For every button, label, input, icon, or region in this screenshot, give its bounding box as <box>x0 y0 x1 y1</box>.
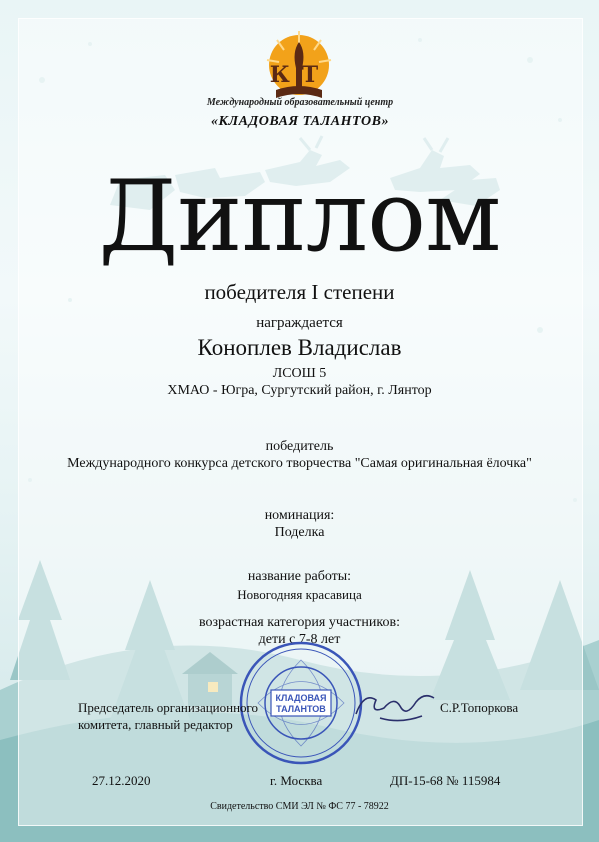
recipient-name: Коноплев Владислав <box>197 335 402 360</box>
issue-city: г. Москва <box>270 773 323 788</box>
signer-name: С.Р.Топоркова <box>440 700 519 715</box>
contest-name: Международного конкурса детского творчества "Самая оригинальная ёлочка" <box>67 456 532 471</box>
chair-title-line2: комитета, главный редактор <box>78 717 233 732</box>
logo-letters: КТ <box>269 62 331 88</box>
winner-label: победитель <box>265 439 334 454</box>
logo-title: «КЛАДОВАЯ ТАЛАНТОВ» <box>211 114 389 129</box>
nomination-value: Поделка <box>274 525 325 540</box>
stamp-text-line2: ТАЛАНТОВ <box>276 704 326 714</box>
age-category-value: дети с 7-8 лет <box>258 632 341 647</box>
signature-image <box>350 684 440 728</box>
stamp-text-line1: КЛАДОВАЯ <box>275 693 327 703</box>
logo-subtitle: Международный образовательный центр <box>206 97 394 108</box>
region-text: ХМАО - Югра, Сургутский район, г. Лянтор <box>167 383 432 398</box>
age-category-label: возрастная категория участников: <box>199 615 400 630</box>
awarded-label: награждается <box>256 315 343 331</box>
chair-title-line1: Председатель организационного <box>78 700 259 715</box>
work-title-label: название работы: <box>247 569 352 584</box>
media-registration: Свидетельство СМИ ЭЛ № ФС 77 - 78922 <box>210 801 389 812</box>
school-name: ЛСОШ 5 <box>272 366 327 381</box>
issue-date: 27.12.2020 <box>92 773 151 788</box>
logo <box>200 24 400 108</box>
nomination-label: номинация: <box>264 508 335 523</box>
degree-text: победителя I степени <box>204 280 395 304</box>
work-title-value: Новогодняя красавица <box>237 587 362 602</box>
document-number: ДП-15-68 № 115984 <box>390 773 501 788</box>
diploma-heading: Диплом <box>98 160 501 274</box>
